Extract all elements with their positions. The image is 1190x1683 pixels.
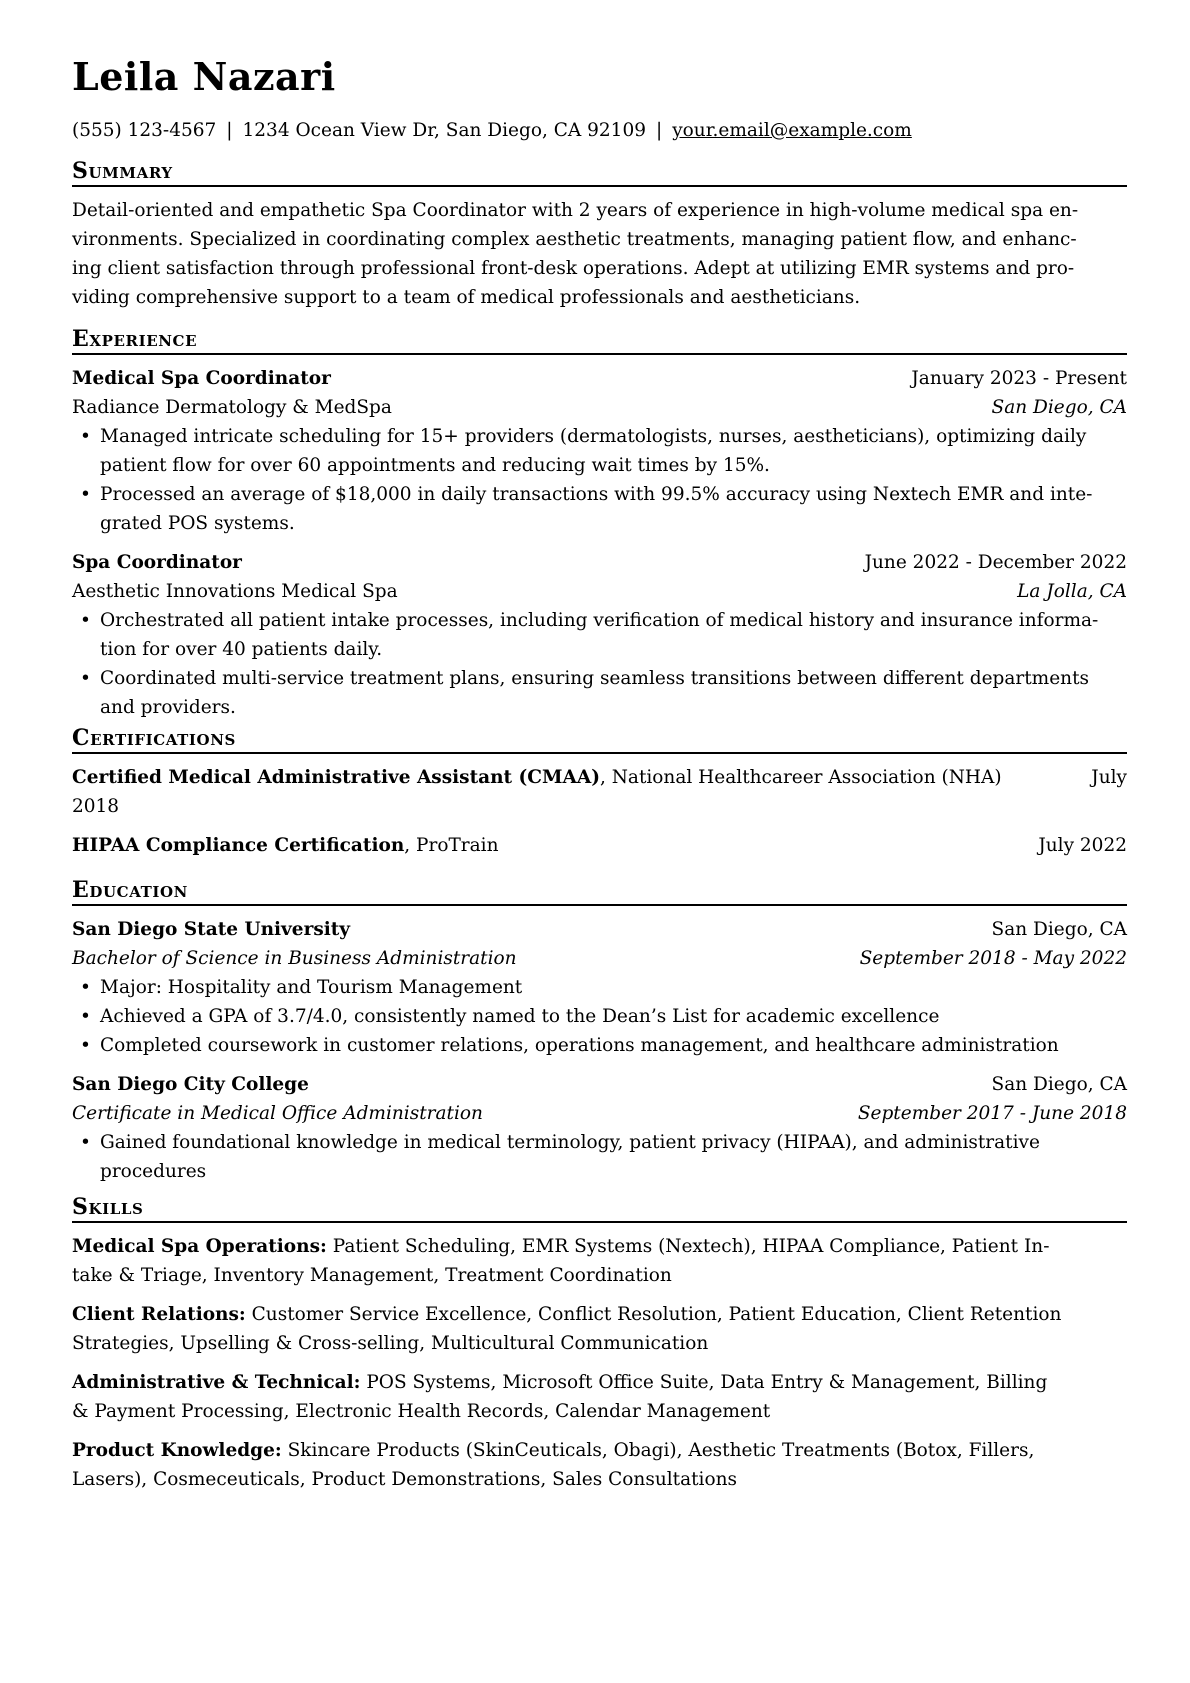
job-subheader xyxy=(72,393,1127,422)
school-location: San Diego, CA xyxy=(991,919,1127,940)
skill-text: POS Systems, Microsoft Office Suite, Data Entry & Management, Billing xyxy=(360,1372,1048,1393)
degree-name: Certificate in Medical Office Administration xyxy=(72,1103,483,1124)
bullet-line: • Orchestrated all patient intake processes, including verification of medical history and insurance informa- xyxy=(100,610,1099,631)
job-dates: January 2023 - Present xyxy=(911,368,1127,389)
certification-name: Certified Medical Administrative Assistant (CMAA) xyxy=(72,767,600,788)
bullet-line: grated POS systems. xyxy=(100,513,295,534)
bullet-item: • Major: Hospitality and Tourism Management xyxy=(100,973,1127,1002)
job-bullets xyxy=(72,422,1127,538)
section-title-summary: Summary xyxy=(72,160,1127,187)
bullet-line: • Processed an average of $18,000 in daily transactions with 99.5% accuracy using Nextech EMR and inte- xyxy=(100,484,1093,505)
skill-line xyxy=(72,1232,1127,1261)
address: 1234 Ocean View Dr, San Diego, CA 92109 xyxy=(242,120,646,141)
certification-name: HIPAA Compliance Certification xyxy=(72,835,405,856)
section-title-certifications: Certifications xyxy=(72,727,1127,754)
bullet-item xyxy=(100,1128,1127,1186)
certification-entry xyxy=(72,763,1127,821)
skill-line: Strategies, Upselling & Cross-selling, Multicultural Communication xyxy=(72,1333,709,1354)
education-header xyxy=(72,1070,1127,1099)
email-link[interactable]: your.email@example.com xyxy=(672,120,912,141)
job-header xyxy=(72,364,1127,393)
bullet-line: procedures xyxy=(100,1161,207,1182)
skill-line: take & Triage, Inventory Management, Treatment Coordination xyxy=(72,1265,672,1286)
job-role: Spa Coordinator xyxy=(72,552,242,573)
skill-text: Skincare Products (SkinCeuticals, Obagi), Aesthetic Treatments (Botox, Fillers, xyxy=(281,1440,1035,1461)
education-subheader xyxy=(72,944,1127,973)
skill-group xyxy=(72,1368,1127,1426)
education-entry xyxy=(72,1070,1127,1186)
skill-line: & Payment Processing, Electronic Health Records, Calendar Management xyxy=(72,1401,771,1422)
certification-issuer: , National Healthcareer Association (NHA) xyxy=(599,767,1002,788)
school-name: San Diego State University xyxy=(72,919,351,940)
skill-label: Product Knowledge: xyxy=(72,1440,282,1461)
bullet-line: and providers. xyxy=(100,697,236,718)
section-title-experience: Experience xyxy=(72,328,1127,355)
bullet-item: • Completed coursework in customer relations, operations management, and healthcare administration xyxy=(100,1031,1127,1060)
bullet-item xyxy=(100,606,1127,664)
bullet-item: • Achieved a GPA of 3.7/4.0, consistently named to the Dean’s List for academic excellence xyxy=(100,1002,1127,1031)
summary-section xyxy=(72,160,1127,312)
job-subheader xyxy=(72,577,1127,606)
certification-date-continued: 2018 xyxy=(72,796,120,817)
contact-separator: | xyxy=(655,120,663,141)
skill-line xyxy=(72,1368,1127,1397)
section-title-education: Education xyxy=(72,879,1127,906)
job-location: La Jolla, CA xyxy=(1017,581,1127,602)
summary-text xyxy=(72,196,1127,312)
job-bullets xyxy=(72,606,1127,722)
job-company: Aesthetic Innovations Medical Spa xyxy=(72,581,398,602)
bullet-item xyxy=(100,480,1127,538)
skill-label: Medical Spa Operations: xyxy=(72,1236,327,1257)
bullet-line: • Managed intricate scheduling for 15+ providers (dermatologists, nurses, aestheticians), optimizing daily xyxy=(100,426,1087,447)
job-company: Radiance Dermatology & MedSpa xyxy=(72,397,392,418)
certification-issuer: , ProTrain xyxy=(404,835,499,856)
skill-group xyxy=(72,1300,1127,1358)
degree-name: Bachelor of Science in Business Administration xyxy=(72,948,517,969)
phone-number: (555) 123-4567 xyxy=(72,120,217,141)
job-entry xyxy=(72,548,1127,722)
contact-separator: | xyxy=(226,120,233,141)
bullet-line: patient flow for over 60 appointments and reducing wait times by 15%. xyxy=(100,455,770,476)
bullet-item xyxy=(100,422,1127,480)
certification-date: July xyxy=(1091,767,1127,788)
skill-text: Patient Scheduling, EMR Systems (Nextech), HIPAA Compliance, Patient In- xyxy=(326,1236,1050,1257)
summary-line: ing client satisfaction through professional front-desk operations. Adept at utilizing EMR systems and pro- xyxy=(72,258,1075,279)
contact-line xyxy=(72,122,912,141)
skill-text: Customer Service Excellence, Conflict Resolution, Patient Education, Client Retention xyxy=(245,1304,1062,1325)
certification-date: July 2022 xyxy=(1038,835,1127,856)
summary-line: Detail-oriented and empathetic Spa Coordinator with 2 years of experience in high-volume medical spa en- xyxy=(72,200,1079,221)
bullet-item xyxy=(100,664,1127,722)
education-section xyxy=(72,879,1127,1186)
certification-line xyxy=(72,763,1127,792)
bullet-line: tion for over 40 patients daily. xyxy=(100,639,383,660)
job-role: Medical Spa Coordinator xyxy=(72,368,331,389)
job-location: San Diego, CA xyxy=(991,397,1127,418)
summary-line: vironments. Specialized in coordinating complex aesthetic treatments, managing patient flow, and enhanc- xyxy=(72,229,1077,250)
job-header xyxy=(72,548,1127,577)
skills-section xyxy=(72,1196,1127,1494)
skill-label: Client Relations: xyxy=(72,1304,246,1325)
education-dates: September 2017 - June 2018 xyxy=(857,1103,1127,1124)
certification-entry xyxy=(72,831,1127,860)
skill-group xyxy=(72,1436,1127,1494)
education-bullets xyxy=(72,1128,1127,1186)
school-name: San Diego City College xyxy=(72,1074,309,1095)
section-title-skills: Skills xyxy=(72,1196,1127,1223)
education-entry xyxy=(72,915,1127,1060)
bullet-line: • Gained foundational knowledge in medical terminology, patient privacy (HIPAA), and administrative xyxy=(100,1132,1040,1153)
bullet-line: • Coordinated multi-service treatment plans, ensuring seamless transitions between different departments xyxy=(100,668,1090,689)
certifications-section xyxy=(72,727,1127,860)
certification-line xyxy=(72,831,1127,860)
education-header xyxy=(72,915,1127,944)
skill-group xyxy=(72,1232,1127,1290)
candidate-name: Leila Nazari xyxy=(72,54,336,99)
skill-line xyxy=(72,1300,1127,1329)
skill-line: Lasers), Cosmeceuticals, Product Demonstrations, Sales Consultations xyxy=(72,1469,738,1490)
skill-label: Administrative & Technical: xyxy=(72,1372,361,1393)
education-subheader xyxy=(72,1099,1127,1128)
job-dates: June 2022 - December 2022 xyxy=(864,552,1127,573)
experience-section xyxy=(72,328,1127,722)
summary-line: viding comprehensive support to a team of medical professionals and aestheticians. xyxy=(72,287,861,308)
education-bullets xyxy=(72,973,1127,1060)
school-location: San Diego, CA xyxy=(991,1074,1127,1095)
education-dates: September 2018 - May 2022 xyxy=(859,948,1127,969)
skill-line xyxy=(72,1436,1127,1465)
job-entry xyxy=(72,364,1127,538)
